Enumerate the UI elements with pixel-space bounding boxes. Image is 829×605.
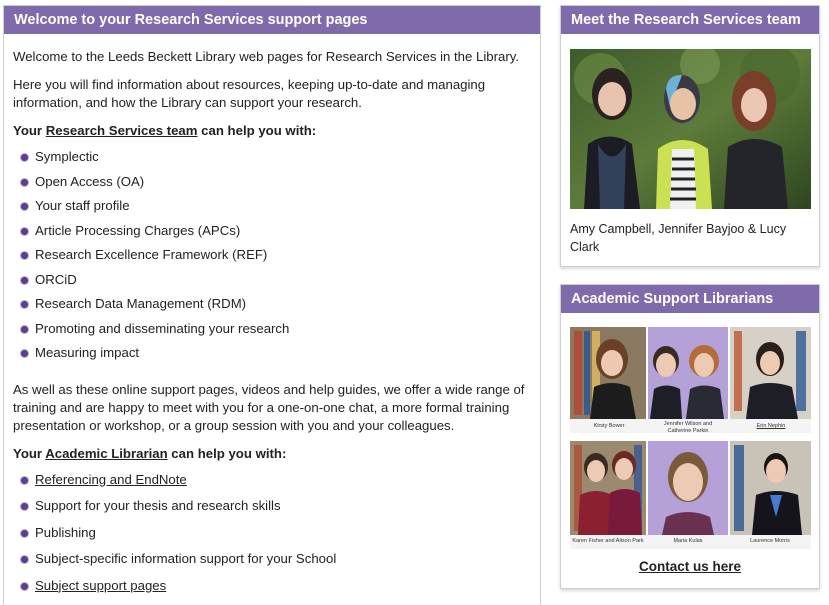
research-services-panel	[3, 5, 541, 605]
team-list-item: Promoting and disseminating your research	[35, 320, 530, 345]
bullet-icon	[21, 277, 28, 284]
panel-title: Welcome to your Research Services support pages	[4, 6, 540, 34]
name-label: Karen Fisher and Alison Park	[572, 538, 644, 544]
bullet-icon	[21, 350, 28, 357]
academic-librarian-link[interactable]: Academic Librarian	[45, 445, 168, 461]
service-link[interactable]: Subject support pages	[35, 577, 167, 593]
bullet-icon	[21, 301, 28, 308]
intro-paragraph-2: Here you will find information about resources, keeping up-to-date and managing information, and how the Library can support your research.	[13, 77, 486, 110]
research-services-team-link[interactable]: Research Services team	[45, 123, 198, 138]
bullet-icon	[21, 477, 28, 484]
team-list-item: Your staff profile	[35, 197, 530, 222]
team-list-item: Article Processing Charges (APCs)	[35, 222, 530, 247]
intro-paragraph: Welcome to the Leeds Beckett Library web pages for Research Services in the Library.	[13, 49, 520, 64]
bullet-icon	[21, 326, 28, 333]
librarian-list-item: Publishing	[35, 524, 530, 551]
name-label: Catherine Parkin	[667, 428, 709, 434]
team-list-item: Symplectic	[35, 148, 530, 173]
team-list-item: ORCiD	[35, 271, 530, 296]
librarians-photo-collage	[570, 327, 811, 549]
librarian-list-item: Support for your thesis and research skills	[35, 497, 530, 524]
team-list-item: Measuring impact	[35, 344, 530, 369]
name-label: Maria Kulas	[673, 538, 703, 544]
team-panel-title: Meet the Research Services team	[561, 6, 819, 34]
librarian-lead: Your Academic Librarian can help you with:	[13, 445, 287, 461]
team-caption: Amy Campbell, Jennifer Bayjoo & Lucy Clark	[570, 222, 787, 254]
bullet-icon	[21, 252, 28, 259]
bullet-icon	[21, 154, 28, 161]
librarian-list-item	[35, 471, 530, 498]
bullet-icon	[21, 503, 28, 510]
librarian-services-list	[13, 471, 530, 604]
name-label: Erin Nephin	[756, 423, 786, 429]
bullet-icon	[21, 556, 28, 563]
team-list-item: Research Data Management (RDM)	[35, 295, 530, 320]
asl-panel-title: Academic Support Librarians	[561, 285, 819, 313]
team-panel	[560, 5, 820, 267]
team-lead: Your Research Services team can help you with:	[13, 123, 317, 138]
team-services-list	[13, 148, 530, 369]
bullet-icon	[21, 228, 28, 235]
contact-us-link[interactable]: Contact us here	[638, 559, 742, 574]
librarian-list-item: Subject-specific information support for your School	[35, 550, 530, 577]
bullet-icon	[21, 583, 28, 590]
team-list-item: Research Excellence Framework (REF)	[35, 246, 530, 271]
name-label: Jennifer Wilson and	[663, 421, 713, 427]
name-label: Kirsty Bower	[593, 423, 625, 429]
librarian-list-item	[35, 577, 530, 604]
service-link[interactable]: Referencing and EndNote	[35, 471, 187, 487]
contact-block	[561, 559, 819, 574]
team-list-item: Open Access (OA)	[35, 173, 530, 198]
training-paragraph: As well as these online support pages, videos and help guides, we offer a wide range of training and are happy to meet with you for a one-on-one chat, a more formal training presentation or workshop, or a group session with you and your colleagues.	[13, 381, 525, 433]
academic-support-librarians-panel	[560, 284, 820, 589]
bullet-icon	[21, 530, 28, 537]
bullet-icon	[21, 179, 28, 186]
name-label: Laurence Morris	[750, 538, 790, 544]
bullet-icon	[21, 203, 28, 210]
team-photo	[570, 49, 811, 209]
